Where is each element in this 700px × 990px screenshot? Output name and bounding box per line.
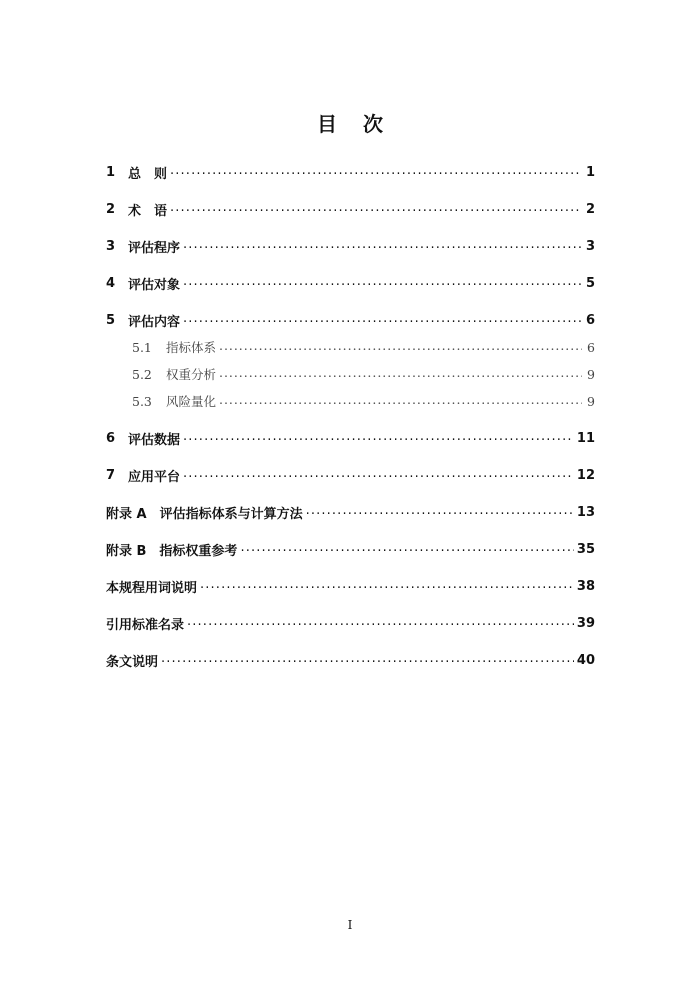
toc-page: 11 — [576, 430, 595, 446]
toc-page: 5 — [585, 275, 595, 291]
toc-page: 12 — [576, 467, 595, 483]
toc-number: 4 — [106, 275, 116, 291]
toc-number: 5.3 — [132, 393, 152, 409]
toc-number: 1 — [106, 164, 116, 180]
toc-number: 5 — [106, 312, 116, 328]
toc-entry[interactable] — [106, 428, 595, 448]
toc-label: 条文说明 — [106, 654, 159, 670]
toc-leader — [161, 653, 574, 667]
toc-entry[interactable] — [106, 162, 595, 182]
toc-label: 应用平台 — [128, 469, 181, 485]
toc-leader — [183, 431, 574, 445]
toc-entry[interactable] — [106, 613, 595, 633]
toc-subentry[interactable] — [132, 391, 595, 411]
toc-entry[interactable] — [106, 236, 595, 256]
toc-leader — [306, 505, 574, 519]
toc-entry[interactable] — [106, 502, 595, 522]
toc-label: 评估内容 — [128, 314, 181, 330]
toc-entry[interactable] — [106, 465, 595, 485]
toc-page: 9 — [587, 393, 595, 409]
toc-leader — [183, 468, 574, 482]
page-title — [0, 108, 700, 137]
toc-number: 3 — [106, 238, 116, 254]
toc-label: 术 语 — [128, 203, 168, 219]
toc-number: 7 — [106, 467, 116, 483]
toc-page: 40 — [576, 652, 595, 668]
toc-leader — [170, 165, 582, 179]
toc-number: 2 — [106, 201, 116, 217]
toc-label: 总 则 — [128, 166, 168, 182]
toc-label: 附录 B 指标权重参考 — [106, 543, 238, 559]
toc-page: 13 — [576, 504, 595, 520]
toc-label: 附录 A 评估指标体系与计算方法 — [106, 506, 303, 522]
toc-entry[interactable] — [106, 650, 595, 670]
toc-label: 评估数据 — [128, 432, 181, 448]
toc-page: 39 — [576, 615, 595, 631]
toc-label: 权重分析 — [166, 367, 217, 382]
toc-leader — [170, 202, 582, 216]
page-number: I — [347, 918, 353, 932]
toc-label: 评估对象 — [128, 277, 181, 293]
toc-subentry[interactable] — [132, 364, 595, 384]
toc-label: 本规程用词说明 — [106, 580, 198, 596]
toc-label: 风险量化 — [166, 394, 217, 409]
toc-leader — [219, 394, 582, 408]
toc-page: 3 — [585, 238, 595, 254]
toc-leader — [219, 367, 582, 381]
toc-page: 6 — [587, 339, 595, 355]
toc-entry[interactable] — [106, 273, 595, 293]
toc-entry[interactable] — [106, 576, 595, 596]
toc-leader — [240, 542, 573, 556]
toc-leader — [219, 340, 582, 354]
toc-leader — [200, 579, 574, 593]
toc-leader — [187, 616, 574, 630]
toc-page: 1 — [585, 164, 595, 180]
toc-number: 5.2 — [132, 366, 152, 382]
toc-subentry[interactable] — [132, 337, 595, 357]
toc-number: 6 — [106, 430, 116, 446]
toc-entry[interactable] — [106, 199, 595, 219]
toc-leader — [183, 239, 582, 253]
title-char-1: 目 — [317, 112, 337, 136]
toc-page: 9 — [587, 366, 595, 382]
toc-leader — [183, 313, 582, 327]
toc-label: 评估程序 — [128, 240, 181, 256]
toc-page: 6 — [585, 312, 595, 328]
toc-label: 指标体系 — [166, 340, 217, 355]
toc-entry[interactable] — [106, 310, 595, 330]
title-char-2: 次 — [363, 112, 383, 136]
toc-number: 5.1 — [132, 339, 152, 355]
toc-page: 38 — [576, 578, 595, 594]
toc-leader — [183, 276, 582, 290]
toc-page: 35 — [576, 541, 595, 557]
toc-page: 2 — [585, 201, 595, 217]
toc-entry[interactable] — [106, 539, 595, 559]
toc-label: 引用标准名录 — [106, 617, 185, 633]
